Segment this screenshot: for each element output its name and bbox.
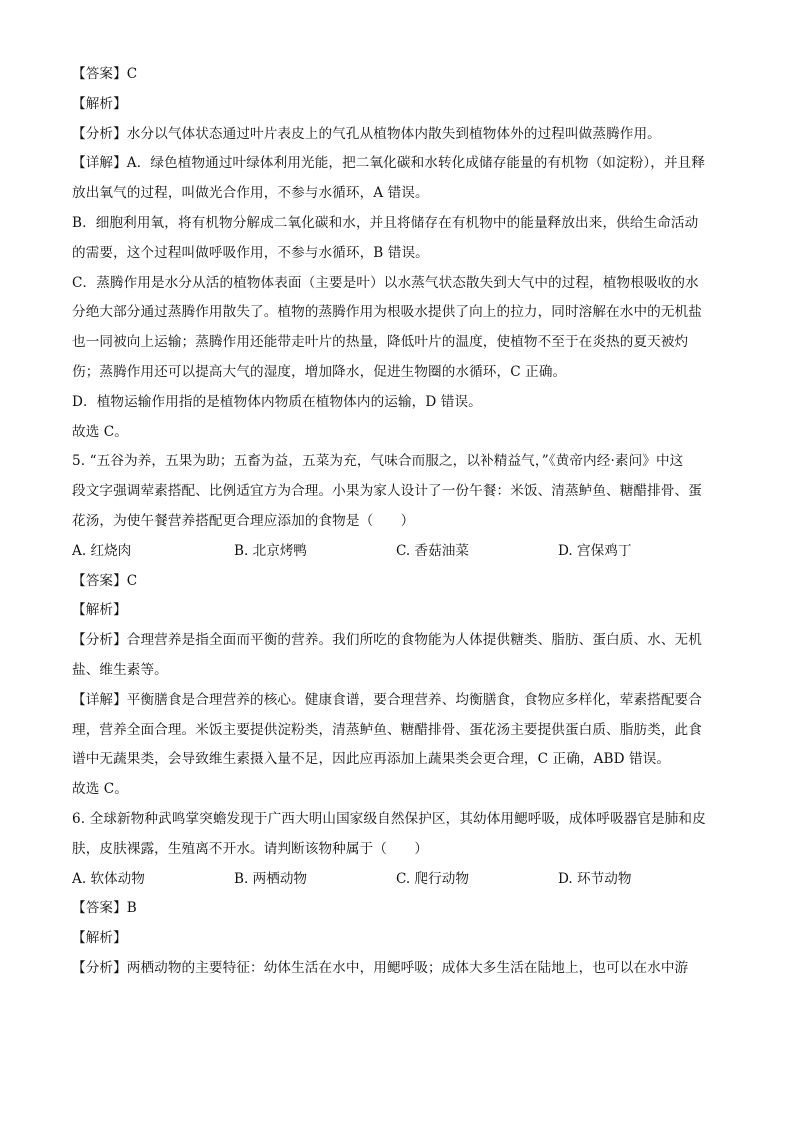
answer-label: 【答案】C	[72, 66, 138, 82]
analysis-label: 【解析】	[72, 930, 127, 947]
detail-text: 也一同被向上运输；蒸腾作用还能带走叶片的热量，降低叶片的温度，使植物不至于在炎热的夏天被灼	[72, 334, 689, 351]
question-5-text: 5. “五谷为养，五果为助；五畜为益，五菜为充，气味合而服之，以补精益气，”《黄帝内经·素问》中这	[72, 453, 684, 470]
document-page	[72, 60, 724, 984]
analysis-text: 盐、维生素等。	[72, 661, 168, 678]
detail-text: 放出氧气的过程，叫做光合作用，不参与水循环，A 错误。	[72, 185, 429, 202]
analysis-label: 【解析】	[72, 602, 127, 619]
question-6-text: 肤，皮肤裸露，生殖离不开水。请判断该物种属于（ ）	[72, 840, 429, 857]
question-6-text: 6. 全球新物种武鸣掌突蟾发现于广西大明山国家级自然保护区，其幼体用鳃呼吸，成体呼吸器官是肺和皮	[72, 810, 706, 827]
conclusion-text: 故选 C。	[72, 781, 129, 798]
option-a: A. 软体动物	[72, 870, 145, 887]
option-d: D. 宫保鸡丁	[558, 542, 632, 559]
question-6-options	[72, 865, 724, 895]
detail-text: 【详解】A．绿色植物通过叶绿体利用光能，把二氧化碳和水转化成储存能量的有机物（如淀粉），并且释	[72, 155, 706, 172]
detail-text: B．细胞利用氧，将有机物分解成二氧化碳和水，并且将储存在有机物中的能量释放出来，供给生命活动	[72, 214, 699, 231]
question-5-text: 花汤，为使午餐营养搭配更合理应添加的食物是（ ）	[72, 512, 415, 529]
detail-text: 谱中无蔬果类，会导致维生素摄入量不足，因此应再添加上蔬果类会更合理，C 正确，ABD 错误。	[72, 751, 671, 768]
answer-label: 【答案】C	[72, 572, 138, 589]
option-c: C. 爬行动物	[396, 870, 469, 887]
option-b: B. 北京烤鸭	[234, 542, 308, 559]
option-b: B. 两栖动物	[234, 870, 308, 887]
option-a: A. 红烧肉	[72, 542, 132, 559]
detail-text: D．植物运输作用指的是植物体内物质在植物体内的运输，D 错误。	[72, 393, 482, 410]
analysis-text: 【分析】两栖动物的主要特征：幼体生活在水中，用鳃呼吸；成体大多生活在陆地上，也可以在水中游	[72, 959, 689, 976]
detail-text: 【详解】平衡膳食是合理营养的核心。健康食谱，要合理营养、均衡膳食，食物应多样化，荤素搭配要合	[72, 691, 702, 708]
detail-text: 分绝大部分通过蒸腾作用散失了。植物的蒸腾作用为根吸水提供了向上的拉力，同时溶解在水中的无机盐	[72, 304, 702, 321]
conclusion-text: 故选 C。	[72, 423, 129, 440]
question-5-text: 段文字强调荤素搭配、比例适宜方为合理。小果为家人设计了一份午餐：米饭、清蒸鲈鱼、糖醋排骨、蛋	[72, 483, 702, 500]
answer-label: 【答案】B	[72, 900, 137, 917]
analysis-text: 【分析】合理营养是指全面而平衡的营养。我们所吃的食物能为人体提供糖类、脂肪、蛋白质、水、无机	[72, 632, 702, 649]
detail-text: 伤；蒸腾作用还可以提高大气的湿度，增加降水，促进生物圈的水循环，C 正确。	[72, 363, 567, 380]
option-c: C. 香菇油菜	[396, 542, 469, 559]
option-d: D. 环节动物	[558, 870, 632, 887]
detail-text: 理，营养全面合理。米饭主要提供淀粉类，清蒸鲈鱼、糖醋排骨、蛋花汤主要提供蛋白质、脂肪类，此食	[72, 721, 702, 738]
analysis-label: 【解析】	[72, 95, 127, 112]
detail-text: C．蒸腾作用是水分从活的植物体表面（主要是叶）以水蒸气状态散失到大气中的过程，植物根吸收的水	[72, 274, 699, 291]
detail-text: 的需要，这个过程叫做呼吸作用，不参与水循环，B 错误。	[72, 244, 429, 261]
question-5-options	[72, 537, 724, 567]
analysis-text: 【分析】水分以气体状态通过叶片表皮上的气孔从植物体内散失到植物体外的过程叫做蒸腾作用。	[72, 125, 661, 142]
